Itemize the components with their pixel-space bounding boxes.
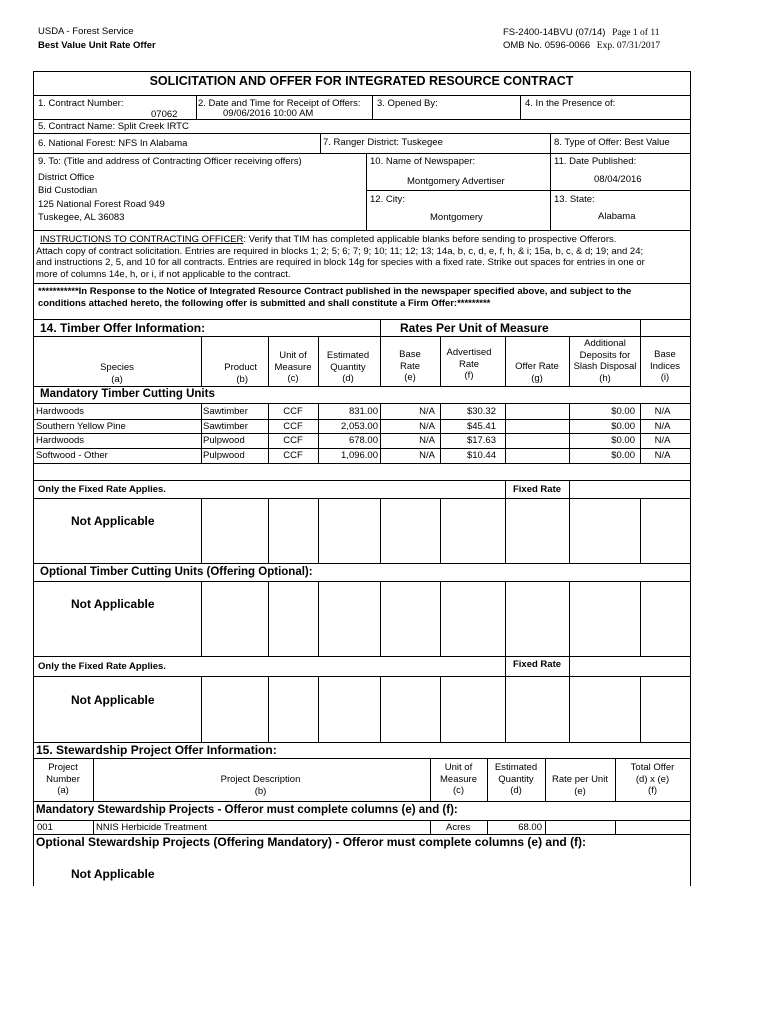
not-applicable-4: Not Applicable [71,867,155,881]
cell-base-indices: N/A [654,421,671,432]
col-advertised-rate [440,347,498,382]
cell-base-rate: N/A [419,450,435,461]
cell-base-indices: N/A [654,406,671,417]
contract-number-value: 07062 [151,109,178,120]
col-desc-code: (b) [254,785,267,797]
col-stew-unit-label-1: Unit of [444,762,473,773]
mandatory-stewardship-heading: Mandatory Stewardship Projects - Offeror must complete columns (e) and (f): [36,804,458,816]
newspaper-label: 10. Name of Newspaper: [370,156,476,167]
cell-stew-unit: Acres [446,822,471,833]
col-adv-label-2: Rate [458,358,480,370]
col-offer-rate [505,361,569,384]
table-row [33,419,690,434]
cell-base-rate: N/A [419,435,435,446]
col-deposit-label-3: Slash Disposal [573,361,637,372]
cell-species: Softwood - Other [36,450,108,461]
instructions-line-1 [36,234,688,246]
instructions-line-4: more of columns 14e, h, or i, if not applicable to the contract. [36,268,291,280]
col-base-rate [380,349,440,384]
receipt-value: 09/06/2016 10:00 AM [223,108,314,119]
cell-slash-deposit: $0.00 [611,421,635,432]
col-total-offer [615,762,690,797]
cell-product: Sawtimber [203,406,248,417]
form-title: Best Value Unit Rate Offer [38,40,156,51]
col-unit-code: (c) [287,373,299,384]
col-adv-label-1: Advertised [446,347,492,358]
col-rate-code: (e) [574,785,586,797]
cell-quantity: 2,053.00 [341,421,378,432]
col-adv-code: (f) [464,370,474,381]
col-offer-code: (g) [531,372,543,384]
col-project-number [33,762,93,797]
col-species [33,362,201,385]
col-species-label: Species [100,362,134,373]
cell-base-indices: N/A [654,435,671,446]
cell-species: Hardwoods [36,435,85,446]
cell-product: Pulpwood [203,450,245,461]
fixed-rate-only-2: Only the Fixed Rate Applies. [38,661,166,672]
expiration: Exp. 07/31/2017 [596,41,661,51]
address-line-2: Bid Custodian [38,185,98,196]
table-row [33,404,690,419]
col-deposit-label-1: Additional [584,338,626,349]
contract-number-label: 1. Contract Number: [38,98,124,109]
col-total-code: (f) [648,785,657,796]
contract-name: 5. Contract Name: Split Creek IRTC [38,121,189,132]
date-published-value: 08/04/2016 [594,174,642,185]
optional-stewardship-heading: Optional Stewardship Projects (Offering Mandatory) - Offeror must complete columns (e) and (f): [36,835,587,849]
presence-label: 4. In the Presence of: [525,98,616,109]
col-product-code: (b) [236,373,248,385]
col-qty-label-1: Estimated [326,350,370,361]
form-main-title: SOLICITATION AND OFFER FOR INTEGRATED RESOURCE CONTRACT [149,74,574,88]
instructions-line-2: Attach copy of contract solicitation. Entries are required in blocks 1; 2; 5; 6; 7; 9; 10; 11; 12; 13; 14a, b, c, d, e, f, h, & i; 15a, b, c, & d; 19; and 24; [36,245,644,257]
col-stew-qty-label-2: Quantity [498,773,534,785]
col-rate-per-unit [545,774,615,797]
col-project-description [93,774,428,797]
cell-unit: CCF [283,406,303,417]
form-number [503,27,660,38]
cell-project-description: NNIS Herbicide Treatment [96,822,207,833]
col-qty-code: (d) [342,373,354,384]
col-rate-label: Rate per Unit [552,774,608,785]
col-number-label-2: Number [46,773,80,785]
table-row [33,820,690,834]
city-label: 12. City: [370,194,405,205]
col-stew-qty-label-1: Estimated [494,762,538,773]
col-base-code: (e) [404,372,416,383]
rates-heading: Rates Per Unit of Measure [400,321,549,335]
instructions-block [36,234,688,280]
cell-quantity: 678.00 [348,435,378,446]
omb-number: OMB No. 0596-0066 [503,40,591,51]
stewardship-section-heading: 15. Stewardship Project Offer Information: [36,743,277,757]
col-stew-unit-label-2: Measure [440,773,477,785]
state-label: 13. State: [554,194,595,205]
col-desc-label: Project Description [220,774,301,785]
agency-name: USDA - Forest Service [38,26,134,37]
cell-advertised-rate: $10.44 [466,450,496,461]
col-offer-label: Offer Rate [515,361,559,372]
col-stew-quantity [487,762,545,797]
offer-type: 8. Type of Offer: Best Value [554,137,670,148]
instructions-text-1: : Verify that TIM has completed applicable blanks before sending to prospective Offerors. [243,234,617,245]
col-stew-qty-code: (d) [510,785,522,796]
col-total-label-2: (d) x (e) [635,773,670,785]
cell-unit: CCF [283,450,303,461]
to-label: 9. To: (Title and address of Contracting Officer receiving offers) [38,156,302,167]
ranger-district: 7. Ranger District: Tuskegee [323,137,443,148]
col-unit-label-2: Measure [274,361,312,373]
col-quantity [318,350,378,385]
cell-slash-deposit: $0.00 [611,406,635,417]
cell-species: Southern Yellow Pine [36,421,126,432]
col-species-code: (a) [111,373,123,385]
col-indices-code: (i) [660,372,670,383]
cell-unit: CCF [283,421,303,432]
cell-unit: CCF [283,435,303,446]
fixed-rate-header-2: Fixed Rate [512,659,562,670]
cell-product: Pulpwood [203,435,245,446]
instructions-lead: INSTRUCTIONS TO CONTRACTING OFFICER [40,234,244,245]
cell-advertised-rate: $45.41 [466,421,496,432]
mandatory-timber-heading: Mandatory Timber Cutting Units [40,388,215,400]
col-deposit-label-2: Deposits for [579,349,631,361]
cell-advertised-rate: $17.63 [466,435,496,446]
national-forest: 6. National Forest: NFS In Alabama [38,138,188,149]
cell-quantity: 831.00 [348,406,378,417]
firm-offer-statement [38,286,688,309]
firm-offer-line-1: ***********In Response to the Notice of Integrated Resource Contract published in the newspaper specified above, and subject to the [38,286,632,297]
optional-timber-heading: Optional Timber Cutting Units (Offering Optional): [40,566,313,578]
cell-advertised-rate: $30.32 [466,406,496,417]
col-base-indices [640,349,690,384]
not-applicable-3: Not Applicable [71,693,155,707]
cell-base-rate: N/A [419,406,435,417]
col-unit-label-1: Unit of [279,350,307,361]
cell-stew-quantity: 68.00 [518,822,542,833]
cell-slash-deposit: $0.00 [611,450,635,461]
city-value: Montgomery [430,212,483,223]
page-info: Page 1 of 11 [612,28,660,38]
col-number-label-1: Project [48,762,78,773]
fixed-rate-only-1: Only the Fixed Rate Applies. [38,484,166,495]
receipt-label: 2. Date and Time for Receipt of Offers: [198,98,361,109]
table-row [33,448,690,463]
table-row [33,433,690,448]
newspaper-value: Montgomery Advertiser [407,176,505,187]
col-product [201,362,257,385]
state-value: Alabama [598,211,636,222]
col-base-label-1: Base [399,349,421,360]
cell-quantity: 1,096.00 [341,450,378,461]
firm-offer-line-2: conditions attached hereto, the following offer is submitted and shall constitute a Firm Offer:********* [38,297,491,309]
address-line-3: 125 National Forest Road 949 [38,199,165,210]
col-number-code: (a) [57,785,69,796]
cell-base-indices: N/A [654,450,671,461]
address-line-1: District Office [38,172,95,183]
cell-slash-deposit: $0.00 [611,435,635,446]
form-number-value: FS-2400-14BVU (07/14) [503,27,606,38]
cell-base-rate: N/A [419,421,435,432]
cell-product: Sawtimber [203,421,248,432]
col-indices-label-2: Indices [649,360,681,372]
col-slash-deposit [569,338,641,384]
col-indices-label-1: Base [654,349,676,360]
instructions-line-3: and instructions 2, 5, and 10 for all contracts. Entries are required in block 14g for species with a fixed rate. Strike out spaces for entries in one or [36,257,645,268]
address-line-4: Tuskegee, AL 36083 [38,212,125,223]
opened-by-label: 3. Opened By: [377,98,438,109]
date-published-label: 11. Date Published: [554,156,637,167]
not-applicable-2: Not Applicable [71,597,155,611]
omb-info [503,40,660,51]
col-stew-unit [430,762,487,797]
col-qty-label-2: Quantity [330,361,366,373]
col-stew-unit-code: (c) [452,785,465,796]
fixed-rate-header-1: Fixed Rate [512,484,562,495]
cell-species: Hardwoods [36,406,85,417]
cell-project-number: 001 [37,822,53,833]
col-deposit-code: (h) [599,372,611,384]
col-unit [268,350,318,385]
col-base-label-2: Rate [399,360,421,372]
not-applicable-1: Not Applicable [71,514,155,528]
col-total-label-1: Total Offer [630,762,675,773]
timber-section-heading: 14. Timber Offer Information: [40,321,206,335]
col-product-label: Product [224,362,257,373]
